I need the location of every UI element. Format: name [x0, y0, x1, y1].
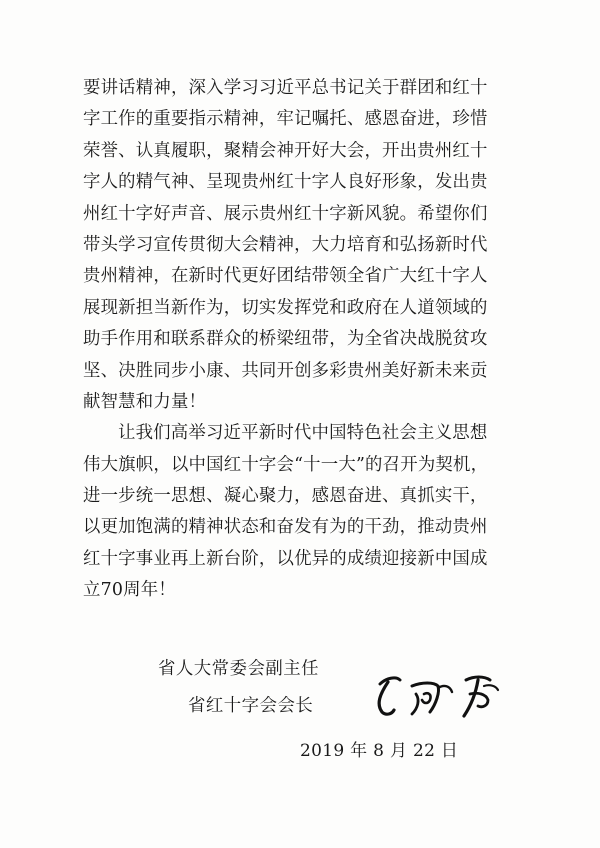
- text-line: 州红十字好声音、展示贵州红十字新风貌。希望你们: [83, 203, 488, 224]
- paragraph-1: [83, 73, 521, 418]
- text-line: 立70周年！: [83, 580, 176, 601]
- paragraph-2: [83, 418, 521, 606]
- text-line: 进一步统一思想、凝心聚力，感恩奋进、真抓实干，: [83, 486, 488, 507]
- text-line: 让我们高举习近平新时代中国特色社会主义思想: [118, 423, 488, 444]
- text-line: 带头学习宣传贯彻大会精神，大力培育和弘扬新时代: [83, 234, 488, 255]
- text-line: 荣誉、认真履职，聚精会神开好大会，开出贵州红十: [83, 140, 488, 161]
- text-line: 字工作的重要指示精神，牢记嘱托、感恩奋进，珍惜: [83, 109, 488, 130]
- text-line: 助手作用和联系群众的桥梁纽带，为全省决战脱贫攻: [83, 329, 488, 350]
- text-line: 以更加饱满的精神状态和奋发有为的干劲，推动贵州: [83, 517, 488, 538]
- text-line: 红十字事业再上新台阶，以优异的成绩迎接新中国成: [83, 548, 488, 569]
- text-line: 要讲话精神，深入学习习近平总书记关于群团和红十: [83, 78, 488, 98]
- letter-date: 2019 年 8 月 22 日: [300, 741, 459, 761]
- signatory-title-1: 省人大常委会副主任: [158, 659, 320, 679]
- text-line: 字人的精气神、呈现贵州红十字人良好形象，发出贵: [83, 172, 488, 193]
- text-line: 献智慧和力量！: [83, 391, 207, 412]
- text-line: 展现新担当新作为，切实发挥党和政府在人道领域的: [83, 297, 488, 318]
- text-line: 贵州精神，在新时代更好团结带领全省广大红十字人: [83, 266, 488, 287]
- text-line: 伟大旗帜，以中国红十字会“十一大”的召开为契机，: [83, 454, 489, 475]
- text-line: 坚、决胜同步小康、共同开创多彩贵州美好新未来贡: [83, 360, 488, 381]
- handwritten-signature: [366, 664, 506, 724]
- letter-body: [83, 73, 521, 607]
- signatory-title-2: 省红十字会会长: [188, 696, 314, 716]
